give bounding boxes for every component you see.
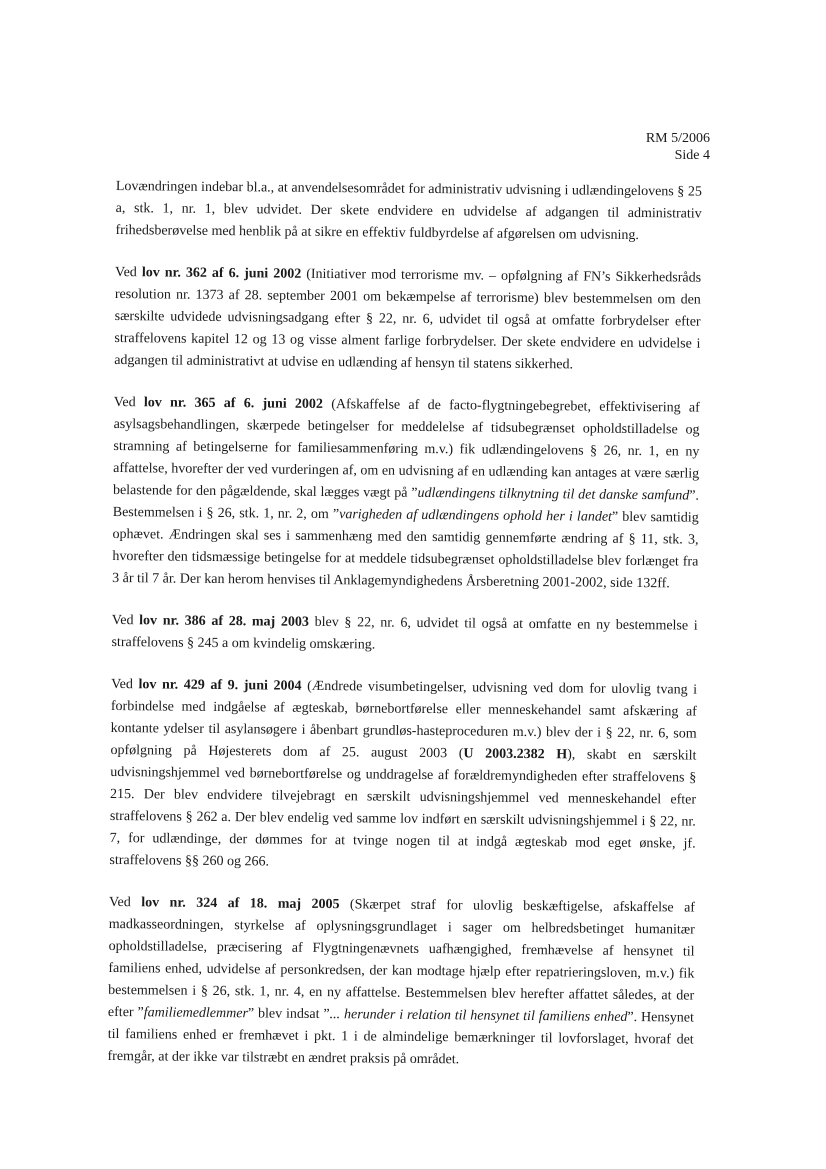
paragraph-text: ”. Bestemmelsen i § 26, stk. 1, nr. 2, om ” bbox=[112, 488, 700, 523]
paragraph-2 bbox=[114, 262, 701, 378]
case-reference: U 2003.2382 H bbox=[463, 746, 568, 763]
paragraph-5 bbox=[109, 674, 697, 878]
law-reference: lov nr. 429 af 9. juni 2004 bbox=[138, 677, 302, 694]
paragraph-text: ), skabt en særskilt udvisningshjemmel ved børnebortførelse og unddragelse af forældremyndigheden efter straffelovens § 215. Der blev endvidere tilvejebragt en særskilt udvisningshjemmel ved menneskehandel efter straffelovens § 262 a. Der blev endelig ved samme lov indført en særskilt udvisningshjemmel i § 22, nr. 7, for udlændinge, der dømmes for at tvinge nogen til at indgå ægteskab mod eget ønske, jf. straffelovens §§ 260 og 266. bbox=[109, 747, 697, 870]
paragraph-text: Ved bbox=[111, 676, 139, 693]
paragraph-text: (Initiativer mod terrorisme mv. – opfølgning af FN’s Sikkerhedsråds resolution nr. 1373 af 28. september 2001 om bekæmpelse af terrorisme) blev bestemmelsen om den særskilte udvidede udvisningsadgang efter § 22, nr. 6, udvidet til også at omfatte forbrydelser efter straffelovens kapitel 12 og 13 og visse alment farlige forbrydelser. Der skete endvidere en udvidelse i adgangen til administrativt at udvise en udlænding af hensyn til statens sikkerhed. bbox=[114, 266, 702, 373]
paragraph-text: Lovændringen indebar bl.a., at anvendelsesområdet for administrativ udvisning i udlændingelovens § 25 a, stk. 1, nr. 1, blev udvidet. Der skete endvidere en udvidelse af adgangen til administrativ frihedsberøvelse med henblik på at sikre en effektiv fuldbyrdelse af afgørelsen om udvisning. bbox=[115, 178, 702, 244]
quoted-text: ... herunder i relation til hensynet til familiens enhed bbox=[329, 1007, 628, 1025]
law-reference: lov nr. 324 af 18. maj 2005 bbox=[141, 895, 340, 913]
paragraph-3 bbox=[112, 392, 700, 596]
paragraph-text: ”. Hensynet til familiens enhed er fremhævet i pkt. 1 i de almindelige bemærkninger til lovforslaget, hvoraf det fremgår, at der ikke var tilstræbt en ændret praksis på området. bbox=[107, 1009, 695, 1068]
document-reference: RM 5/2006 bbox=[645, 131, 710, 146]
quoted-text: varigheden af udlændingens ophold her i landet bbox=[339, 507, 613, 525]
paragraph-text: (Ændrede visumbetingelser, udvisning ved dom for ulovlig tvang i forbindelse med indgåelse af ægteskab, børnebortførelse eller menneskehandel samt afskæring af kontante ydelser til asylansøgere i åbenbart grundløs-hasteproceduren m.v.) blev der i § 22, nr. 6, som opfølgning på Højesterets dom af 25. august 2003 ( bbox=[110, 678, 698, 762]
paragraph-text: blev § 22, nr. 6, udvidet til også at omfatte en ny bestemmelse i straffelovens § 245 a om kvindelig omskæring. bbox=[111, 614, 698, 653]
paragraph-text: Ved bbox=[111, 612, 140, 629]
paragraph-text: (Skærpet straf for ulovlig beskæftigelse, afskaffelse af madkasseordningen, styrkelse af oplysningsgrundlaget i sager om helbredsbetinget humanitær opholdstilladelse, præcisering af Flygtningenævnets uafhængighed, fremhævelse af hensynet til familiens enhed, udvidelse af personkredsen, der kan modtage hjælp efter repatrieringsloven, m.v.) fik bestemmelsen i § 26, stk. 1, nr. 4, en ny affattelse. Bestemmelsen blev herefter affattet således, at der efter ” bbox=[107, 897, 696, 1021]
paragraph-4 bbox=[111, 610, 697, 660]
law-reference: lov nr. 386 af 28. maj 2003 bbox=[139, 613, 310, 630]
paragraph-text: Ved bbox=[113, 394, 144, 411]
paragraph-text: ” blev indsat ” bbox=[247, 1006, 330, 1023]
page-number: Side 4 bbox=[674, 148, 710, 163]
page-header bbox=[646, 130, 710, 164]
law-reference: lov nr. 362 af 6. juni 2002 bbox=[141, 265, 302, 282]
paragraph-text: Ved bbox=[108, 894, 142, 911]
document-body bbox=[107, 176, 702, 1094]
quoted-text: udlændingens tilknytning til det danske samfund bbox=[417, 485, 690, 504]
quoted-text: familiemedlemmer bbox=[143, 1005, 249, 1022]
paragraph-text: Ved bbox=[115, 264, 142, 281]
paragraph-1 bbox=[115, 176, 702, 248]
paragraph-text: ” blev samtidig ophævet. Ændringen skal ses i sammenhæng med den samtidig gennemførte ændring af § 11, stk. 3, hvorefter den tidsmæssige betingelse for at meddele tidsubegrænset opholdstilladelse blev forlænget fra 3 år til 7 år. Der kan herom henvises til Anklagemyndighedens Årsberetning 2001-2002, side 132ff. bbox=[112, 509, 699, 592]
paragraph-6 bbox=[107, 892, 695, 1074]
law-reference: lov nr. 365 af 6. juni 2002 bbox=[143, 395, 324, 412]
paragraph-text: (Afskaffelse af de facto-flygtningebegrebet, effektivisering af asylsagsbehandlingen, skærpede betingelser for meddelelse af tidsubegrænset opholdstilladelse og stramning af betingelserne for familiesammenføring m.v.) fik udlændingelovens § 26, nr. 1, en ny affattelse, hvorefter der ved vurderingen af, om en udvisning af en udlænding kan antages at være særlig belastende for den pågældende, skal lægges vægt på ” bbox=[112, 396, 700, 501]
